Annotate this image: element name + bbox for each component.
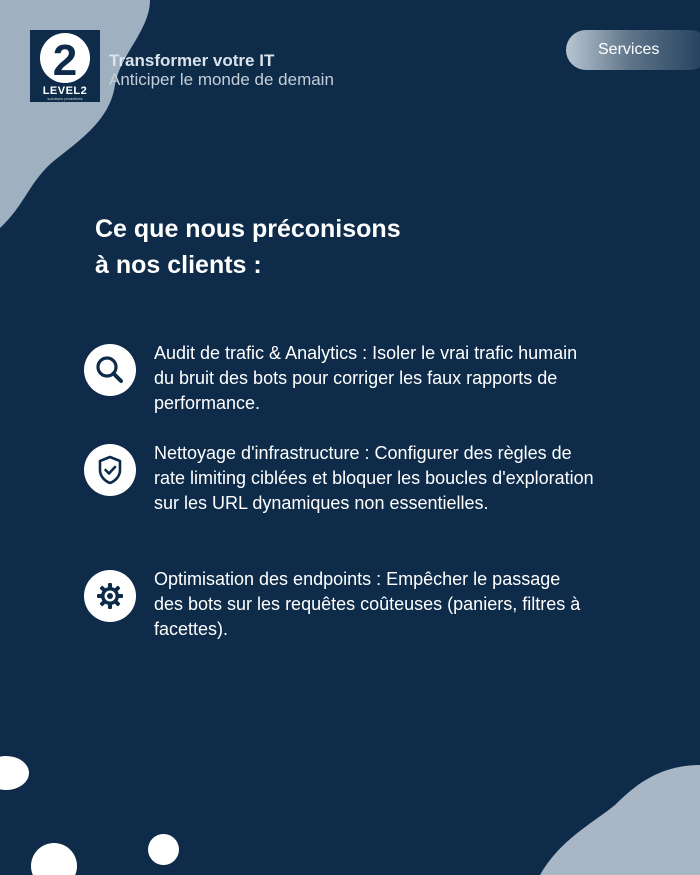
page-title bbox=[95, 211, 401, 283]
header-subtitle: Anticiper le monde de demain bbox=[109, 70, 334, 89]
level2-logo bbox=[30, 30, 100, 102]
header-title: Transformer votre IT bbox=[109, 51, 275, 70]
list-item-text: Audit de trafic & Analytics : Isoler le vrai trafic humain du bruit des bots pour corriger les faux rapports de performance. bbox=[154, 343, 578, 413]
list-item-text: Nettoyage d'infrastructure : Configurer des règles de rate limiting ciblées et bloquer les boucles d'exploration sur les URL dynamiques non essentielles. bbox=[154, 443, 594, 513]
logo-name: LEVEL2 bbox=[42, 85, 88, 97]
gear-icon bbox=[84, 570, 136, 622]
decorative-blob-bottom-right bbox=[540, 765, 700, 875]
logo-mark bbox=[30, 30, 100, 86]
logo-number: 2 bbox=[52, 36, 78, 85]
decorative-dot bbox=[148, 834, 179, 865]
list-item-text: Optimisation des endpoints : Empêcher le passage des bots sur les requêtes coûteuses (paniers, filtres à facettes). bbox=[154, 569, 581, 639]
decorative-dot bbox=[0, 756, 29, 790]
decorative-dot bbox=[31, 843, 77, 875]
header bbox=[109, 51, 334, 89]
logo-tagline: solutions proactives bbox=[47, 96, 83, 101]
search-icon bbox=[84, 344, 136, 396]
shield-check-icon bbox=[84, 444, 136, 496]
page-title-line-1: Ce que nous préconisons bbox=[95, 215, 401, 243]
page-title-line-2: à nos clients : bbox=[95, 251, 262, 279]
services-tag bbox=[566, 30, 700, 70]
services-tag-label: Services bbox=[598, 41, 660, 58]
